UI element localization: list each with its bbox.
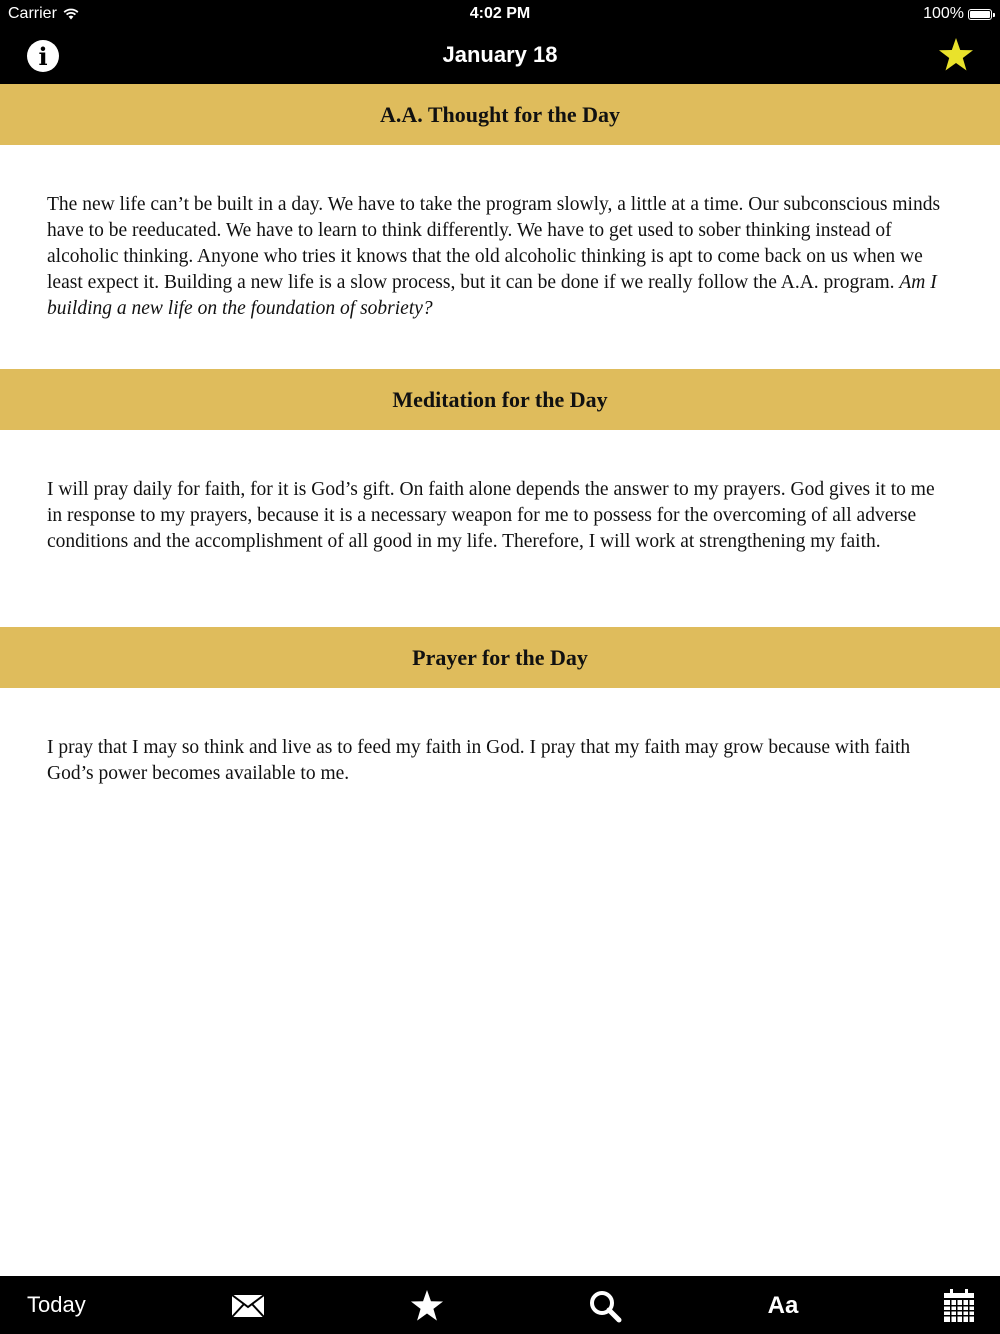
tab-favorites[interactable] [409, 1288, 445, 1324]
star-icon [939, 38, 973, 71]
search-icon [588, 1289, 622, 1323]
section-body-thought [0, 145, 1000, 369]
tab-today[interactable]: Today [27, 1292, 86, 1317]
font-size-icon: Aa [767, 1292, 799, 1319]
tab-calendar[interactable] [941, 1288, 977, 1324]
reading-content [0, 84, 1000, 787]
carrier-label: Carrier [8, 5, 57, 22]
favorite-button[interactable] [938, 37, 974, 73]
section-header-meditation: Meditation for the Day [0, 369, 1000, 430]
battery-percent: 100% [923, 5, 964, 22]
thought-question: Am I building a new life on the foundation of sobriety? [47, 272, 937, 319]
info-icon: i [38, 41, 48, 71]
calendar-icon [943, 1289, 975, 1323]
thought-text [47, 192, 953, 322]
status-time: 4:02 PM [469, 5, 531, 22]
tab-mail[interactable] [230, 1288, 266, 1324]
nav-bar [0, 28, 1000, 84]
meditation-text: I will pray daily for faith, for it is God’s gift. On faith alone depends the answer to my prayers. God gives it to me in response to my prayers, because it is a necessary weapon for me to possess for the overcoming of all adverse conditions and the accomplishment of all good in my life. Therefore, I will work at strengthening my faith. [47, 479, 935, 552]
star-icon [410, 1289, 444, 1323]
section-header-prayer: Prayer for the Day [0, 627, 1000, 688]
tab-bar [0, 1276, 1000, 1334]
section-body-prayer [0, 688, 1000, 787]
thought-body: The new life can’t be built in a day. We have to take the program slowly, a little at a time. Our subconscious minds have to be reeducated. We have to learn to think differently. We have to get used to sober thinking instead of alcoholic thinking. Anyone who tries it knows that the old alcoholic thinking is apt to come back on us when we least expect it. Building a new life is a slow process, but it can be done if we really follow the A.A. program. [47, 194, 941, 293]
tab-font-size[interactable] [765, 1288, 801, 1324]
page-title: January 18 [442, 42, 558, 67]
battery-icon [968, 9, 992, 20]
status-bar [0, 0, 1000, 28]
tab-search[interactable] [587, 1288, 623, 1324]
battery [923, 5, 992, 23]
section-body-meditation [0, 430, 1000, 627]
section-header-thought: A.A. Thought for the Day [0, 84, 1000, 145]
mail-icon [231, 1294, 265, 1318]
prayer-text: I pray that I may so think and live as to feed my faith in God. I pray that my faith may grow because with faith God’s power becomes available to me. [47, 737, 911, 784]
